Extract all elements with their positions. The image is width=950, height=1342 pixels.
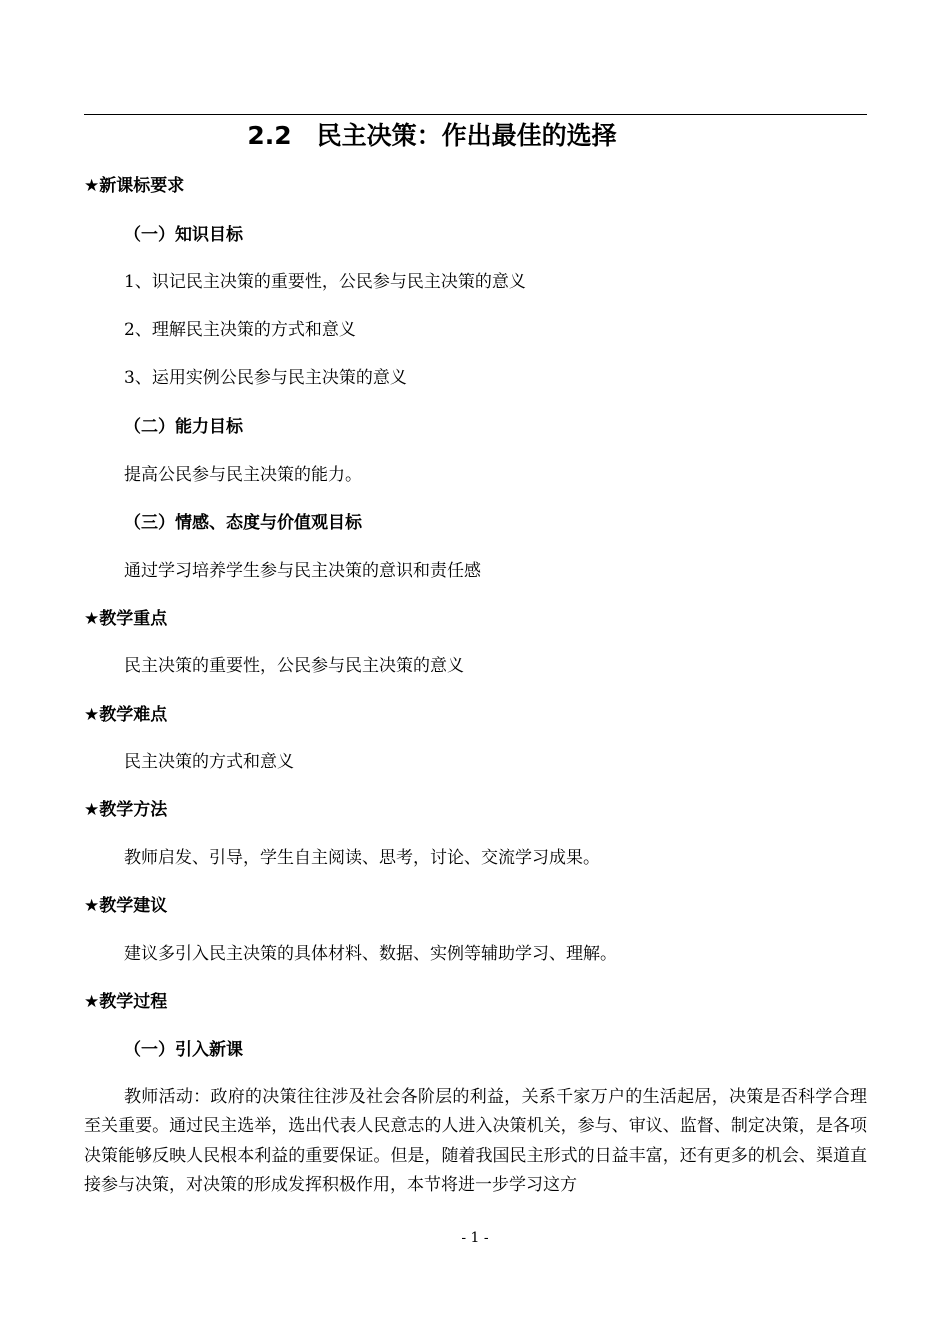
heading-ability-goal: （二）能力目标: [124, 417, 243, 437]
ability-text: 提高公民参与民主决策的能力。: [124, 465, 362, 485]
emotion-text: 通过学习培养学生参与民主决策的意识和责任感: [124, 561, 481, 581]
difficulty-text: 民主决策的方式和意义: [124, 752, 294, 772]
suggestion-text: 建议多引入民主决策的具体材料、数据、实例等辅助学习、理解。: [124, 944, 617, 964]
intro-paragraph: 教师活动：政府的决策往往涉及社会各阶层的利益，关系千家万户的生活起居，决策是否科学合理至关重要。通过民主选举，选出代表人民意志的人进入决策机关，参与、审议、监督、制定决策，是各项决策能够反映人民根本利益的重要保证。但是，随着我国民主形式的日益丰富，还有更多的机会、渠道直接参与决策，对决策的形成发挥积极作用，本节将进一步学习这方: [84, 1087, 867, 1195]
heading-method: ★教学方法: [84, 800, 168, 820]
heading-knowledge-goal: （一）知识目标: [124, 225, 243, 245]
knowledge-item-2: 2、理解民主决策的方式和意义: [124, 320, 356, 340]
heading-process: ★教学过程: [84, 992, 168, 1012]
heading-suggestion: ★教学建议: [84, 896, 168, 916]
heading-key-point: ★教学重点: [84, 609, 168, 629]
header-rule: [84, 114, 867, 115]
knowledge-item-3: 3、运用实例公民参与民主决策的意义: [124, 368, 407, 388]
key-point-text: 民主决策的重要性，公民参与民主决策的意义: [124, 656, 464, 676]
heading-emotion-goal: （三）情感、态度与价值观目标: [124, 513, 362, 533]
heading-standards: ★新课标要求: [84, 176, 185, 196]
heading-intro: （一）引入新课: [124, 1040, 243, 1060]
heading-difficulty: ★教学难点: [84, 705, 168, 725]
page-number: - 1 -: [461, 1230, 489, 1246]
method-text: 教师启发、引导，学生自主阅读、思考，讨论、交流学习成果。: [124, 848, 600, 868]
knowledge-item-1: 1、识记民主决策的重要性，公民参与民主决策的意义: [124, 272, 526, 292]
page-title: 2.2 民主决策：作出最佳的选择: [247, 121, 617, 150]
